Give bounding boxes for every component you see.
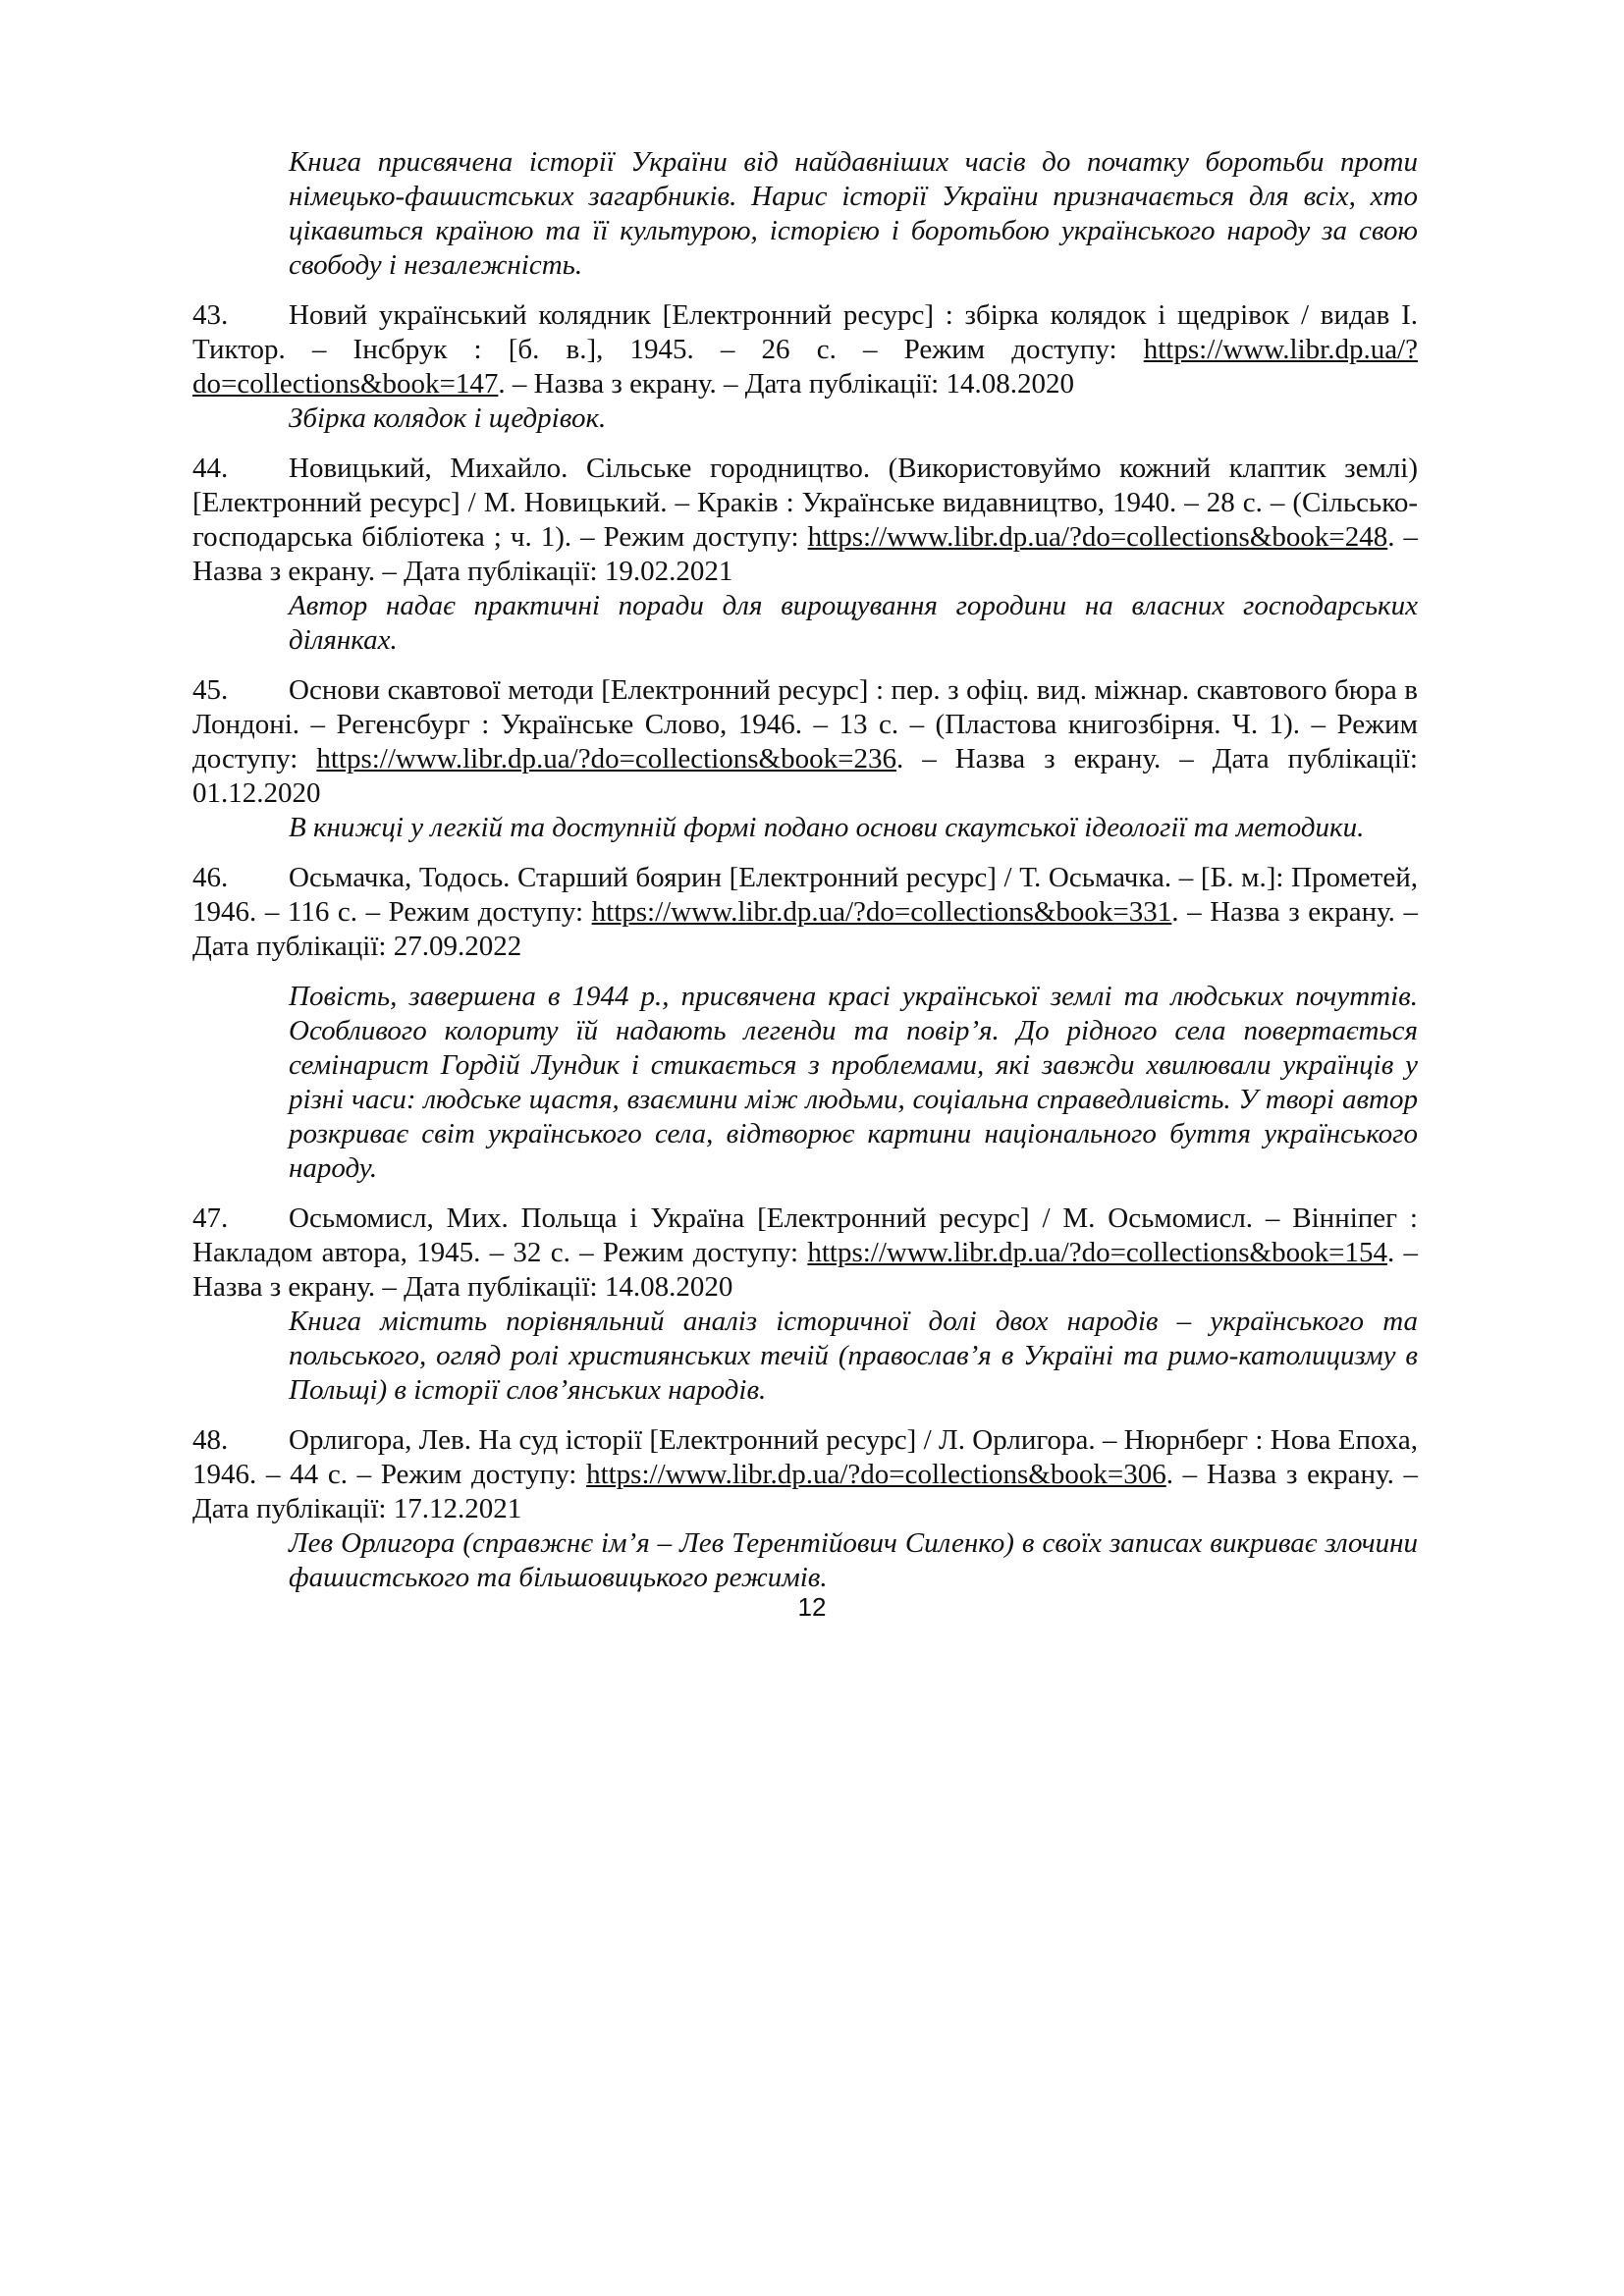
- entry-text-after: . – Назва з екрану. – Дата публікації: 14.08.2020: [192, 1237, 1418, 1303]
- entry-number: 48.: [192, 1424, 229, 1456]
- entry-link[interactable]: https://www.libr.dp.ua/?do=collections&book=331: [591, 896, 1172, 928]
- entry-link[interactable]: https://www.libr.dp.ua/?do=collections&book=306: [586, 1459, 1166, 1490]
- entry-46: [192, 861, 1418, 964]
- entry-text: Осьмомисл, Мих. Польща і Україна [Електронний ресурс] / М. Осьмомисл. – Вінніпег : Накладом автора, 1945. – 32 с. – Режим доступу:: [192, 1202, 1418, 1268]
- entry-annotation: Збірка колядок і щедрівок.: [289, 402, 607, 434]
- entry-link[interactable]: https://www.libr.dp.ua/?do=collections&book=248: [807, 521, 1388, 553]
- entry-number: 45.: [192, 674, 229, 706]
- entry-annotation: В книжці у легкій та доступній формі подано основи скаутської ідеології та методики.: [289, 812, 1365, 843]
- entry-text: Новий український колядник [Електронний ресурс] : збірка колядок і щедрівок / видав І. Тиктор. – Інсбрук : [б. в.], 1945. – 26 с. – Режим доступу:: [192, 299, 1418, 365]
- entry-number: 46.: [192, 862, 229, 893]
- entry-number: 43.: [192, 299, 229, 331]
- entry-link[interactable]: https://www.libr.dp.ua/?do=collections&book=147: [192, 334, 1418, 400]
- entry-45: [192, 673, 1418, 811]
- entry-link[interactable]: https://www.libr.dp.ua/?do=collections&book=154: [807, 1237, 1387, 1268]
- entry-43: [192, 298, 1418, 401]
- entry-48: [192, 1423, 1418, 1526]
- entry-link[interactable]: https://www.libr.dp.ua/?do=collections&book=236: [316, 743, 896, 774]
- entry-text-after: . – Назва з екрану. – Дата публікації: 01.12.2020: [192, 743, 1418, 809]
- entry-text-after: . – Назва з екрану. – Дата публікації: 27.09.2022: [192, 896, 1419, 962]
- entry-47: [192, 1201, 1418, 1305]
- entry-number: 44.: [192, 453, 229, 484]
- entry-text-after: . – Назва з екрану. – Дата публікації: 19.02.2021: [192, 521, 1419, 587]
- bibliography-content: [192, 145, 1418, 1595]
- entry-44: [192, 452, 1418, 589]
- page-number: 12: [797, 1592, 827, 1622]
- intro-annotation: Книга присвячена історії України від найдавніших часів до початку боротьби проти німецько-фашистських загарбників. Нарис історії України призначається для всіх, хто цікавиться країною та її культурою, історією і боротьбою українського народу за свою свободу і незалежність.: [289, 146, 1418, 281]
- entry-text-after: . – Назва з екрану. – Дата публікації: 14.08.2020: [498, 368, 1074, 400]
- entry-annotation: Лев Орлигора (справжнє ім’я – Лев Терентійович Силенко) в своїх записах викриває злочини фашистського та більшовицького режимів.: [289, 1527, 1418, 1593]
- entry-text-after: . – Назва з екрану. – Дата публікації: 17.12.2021: [192, 1459, 1419, 1524]
- entry-text: Основи скавтової методи [Електронний ресурс] : пер. з офіц. вид. міжнар. скавтового бюра в Лондоні. – Регенсбург : Українське Слово, 1946. – 13 с. – (Пластова книгозбірня. Ч. 1). – Режим доступу:: [192, 674, 1418, 774]
- entry-annotation: Повість, завершена в 1944 р., присвячена красі української землі та людських почуттів. Особливого колориту їй надають легенди та повір’я. До рідного села повертається семінарист Гордій Лундик і стикається з проблемами, які завжди хвилювали українців у різні часи: людське щастя, взаємини між людьми, соціальна справедливість. У творі автор розкриває світ українського села, відтворює картини національного буття українського народу.: [289, 981, 1418, 1184]
- entry-number: 47.: [192, 1202, 229, 1234]
- entry-text: Новицький, Михайло. Сільське городництво. (Використовуймо кожний клаптик землі) [Електронний ресурс] / М. Новицький. – Краків : Українське видавництво, 1940. – 28 с. – (Сільсько-господарська бібліотека ; ч. 1). – Режим доступу:: [192, 453, 1418, 553]
- entry-annotation: Книга містить порівняльний аналіз історичної долі двох народів – українського та польського, огляд ролі християнських течій (православ’я в Україні та римо-католицизму в Польщі) в історії слов’янських народів.: [289, 1306, 1418, 1406]
- entry-text: Орлигора, Лев. На суд історії [Електронний ресурс] / Л. Орлигора. – Нюрнберг : Нова Епоха, 1946. – 44 с. – Режим доступу:: [192, 1424, 1418, 1490]
- entry-annotation: Автор надає практичні поради для вирощування городини на власних господарських ділянках.: [289, 590, 1418, 656]
- entry-text: Осьмачка, Тодось. Старший боярин [Електронний ресурс] / Т. Осьмачка. – [Б. м.]: Прометей, 1946. – 116 с. – Режим доступу:: [192, 862, 1418, 928]
